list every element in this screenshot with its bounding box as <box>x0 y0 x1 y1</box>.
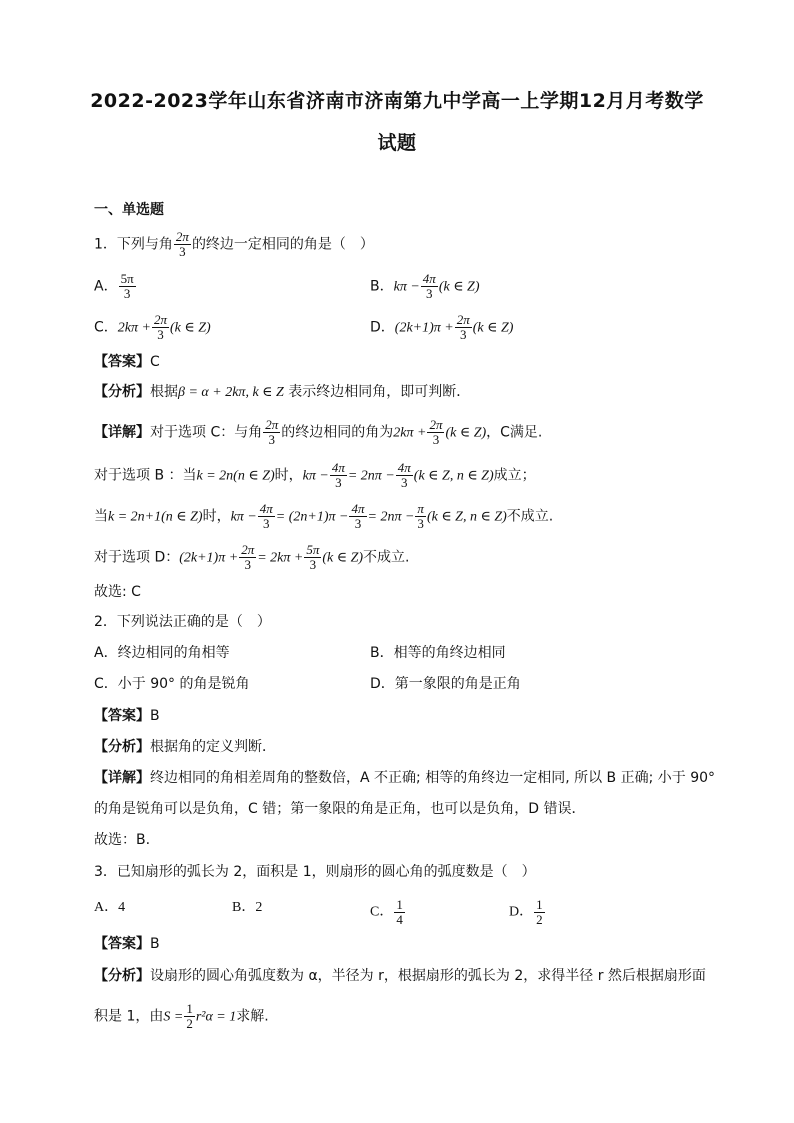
q3-analysis-line2 <box>94 1002 269 1031</box>
math: (k ∈ Z) <box>472 320 514 336</box>
page-title: 2022-2023学年山东省济南市济南第九中学高一上学期12月月考数学 <box>90 90 704 112</box>
fraction <box>349 502 366 531</box>
q1-detail-line1 <box>94 418 542 447</box>
fraction <box>455 313 472 342</box>
q2-option-d: D．第一象限的角是正角 <box>370 676 521 692</box>
fraction <box>184 1002 195 1031</box>
math: kπ − <box>302 468 329 484</box>
numerator: 1 <box>536 897 543 912</box>
fraction <box>427 418 444 447</box>
denominator: 3 <box>268 432 275 447</box>
option-label: B． <box>370 278 394 295</box>
math: (k ∈ Z) <box>438 279 480 295</box>
option-label: A． <box>94 278 118 295</box>
q2-answer <box>94 706 160 726</box>
q3-option-a: A．4 <box>94 900 126 915</box>
numerator: 1 <box>186 1001 193 1016</box>
fraction <box>396 461 413 490</box>
numerator: 5π <box>120 271 134 286</box>
math: (2k+1)π + <box>179 550 239 566</box>
numerator: 2π <box>265 417 279 432</box>
numerator: π <box>417 501 424 516</box>
text: 设扇形的圆心角弧度数为 α，半径为 r，根据扇形的弧长为 2，求得半径 r 然后根据扇形面 <box>150 968 706 984</box>
q1-option-d <box>370 313 513 342</box>
numerator: 2π <box>429 417 443 432</box>
q1-option-a <box>94 272 137 301</box>
q3-option-d <box>509 898 546 927</box>
q2-option-c: C．小于 90° 的角是锐角 <box>94 676 250 692</box>
fraction <box>258 502 275 531</box>
text: ，C满足. <box>486 424 543 441</box>
analysis-tag: 【分析】 <box>94 384 150 400</box>
numerator: 4π <box>422 271 436 286</box>
q2-analysis <box>94 737 276 757</box>
q1-answer <box>94 352 160 372</box>
denominator: 3 <box>459 327 467 342</box>
text: 根据角的定义判断． <box>150 739 276 755</box>
math: = 2nπ − <box>347 468 395 484</box>
q3-option-c <box>370 898 406 927</box>
answer-value: B <box>150 936 160 952</box>
answer-value: B <box>150 708 160 724</box>
q1-detail-line4 <box>94 543 409 572</box>
analysis-tag: 【分析】 <box>94 739 150 755</box>
numerator: 2π <box>241 542 255 557</box>
denominator: 3 <box>335 475 342 490</box>
denominator: 2 <box>536 912 543 927</box>
math: kπ − <box>230 509 257 525</box>
math: = (2n+1)π − <box>275 509 349 525</box>
math: (k ∈ Z) <box>322 550 364 566</box>
option-label: D． <box>509 904 534 920</box>
math: (k ∈ Z, n ∈ Z) <box>426 509 507 525</box>
q2-option-a: A．终边相同的角相等 <box>94 645 230 661</box>
numerator: 2π <box>153 312 167 327</box>
math: kπ − <box>393 279 420 295</box>
text: 对于选项 D： <box>94 549 180 566</box>
text: 当 <box>94 508 108 525</box>
numerator: 4π <box>397 460 411 475</box>
denominator: 3 <box>432 432 440 447</box>
page-title-line2: 试题 <box>377 132 417 154</box>
denominator: 3 <box>417 516 424 531</box>
math: (2k+1)π + <box>394 320 454 336</box>
numerator: 2π <box>456 312 470 327</box>
fraction <box>119 272 136 301</box>
text: 对于选项 B ：当 <box>94 467 197 484</box>
denominator: 3 <box>309 557 317 572</box>
q3-option-b: B．2 <box>232 900 263 915</box>
text: 成立； <box>493 467 536 484</box>
q1-choose: 故选: C <box>94 584 141 600</box>
text: 表示终边相同角，即可判断． <box>283 384 471 400</box>
math: S = <box>163 1009 184 1025</box>
fraction <box>534 898 545 927</box>
stem-text: 的终边一定相同的角是（ ） <box>191 236 374 253</box>
math: 2kπ + <box>117 320 151 336</box>
q1-detail-line3 <box>94 502 553 531</box>
denominator: 4 <box>396 912 403 927</box>
text: 根据 <box>150 384 178 400</box>
answer-value: C <box>150 354 160 370</box>
text: 求解. <box>236 1008 269 1025</box>
math: (k ∈ Z) <box>169 320 211 336</box>
fraction <box>415 502 426 531</box>
text: 对于选项 C：与角 <box>150 424 263 441</box>
option-label: D． <box>370 319 395 336</box>
math: (k ∈ Z, n ∈ Z) <box>413 468 494 484</box>
detail-tag: 【详解】 <box>94 770 150 786</box>
q2-detail-line2: 的角是锐角可以是负角，C 错；第一象限的角是正角，也可以是负角，D 错误． <box>94 801 586 817</box>
fraction <box>394 898 405 927</box>
math: k = 2n(n ∈ Z) <box>196 468 275 484</box>
q2-detail-line1 <box>94 768 715 788</box>
fraction <box>304 543 321 572</box>
denominator: 3 <box>354 516 362 531</box>
denominator: 3 <box>157 327 164 342</box>
denominator: 3 <box>426 286 433 301</box>
analysis-tag: 【分析】 <box>94 968 150 984</box>
numerator: 5π <box>306 542 320 557</box>
fraction <box>174 230 191 259</box>
fraction <box>421 272 438 301</box>
text: 积是 1，由 <box>94 1008 164 1025</box>
denominator: 3 <box>123 286 131 301</box>
text: 终边相同的角相差周角的整数倍，A 不正确; 相等的角终边一定相同, 所以 B 正确; 小于 90° <box>150 770 716 786</box>
answer-tag: 【答案】 <box>94 936 150 952</box>
question-2-stem: 2．下列说法正确的是（ ） <box>94 614 271 630</box>
math: (k ∈ Z) <box>445 425 487 441</box>
option-label: C． <box>94 319 118 336</box>
text: 时， <box>274 467 303 484</box>
numerator: 2π <box>175 229 189 244</box>
answer-tag: 【答案】 <box>94 708 150 724</box>
numerator: 4π <box>259 501 273 516</box>
denominator: 3 <box>244 557 251 572</box>
section-heading: 一、单选题 <box>94 202 164 218</box>
fraction <box>152 313 169 342</box>
math: k = 2n+1(n ∈ Z) <box>108 509 203 525</box>
stem-text: 1．下列与角 <box>94 236 173 253</box>
fraction <box>330 461 347 490</box>
detail-tag: 【详解】 <box>94 424 150 441</box>
text: 时， <box>202 508 231 525</box>
math: 2kπ + <box>393 425 427 441</box>
question-1-stem <box>94 230 374 259</box>
fraction <box>263 418 280 447</box>
numerator: 4π <box>351 501 365 516</box>
math: = 2nπ − <box>367 509 415 525</box>
denominator: 2 <box>186 1016 193 1031</box>
q3-analysis-line1 <box>94 966 706 986</box>
q1-analysis <box>94 382 470 403</box>
numerator: 1 <box>396 897 403 912</box>
fraction <box>239 543 256 572</box>
math: β = α + 2kπ, k ∈ Z <box>178 385 284 400</box>
q3-answer <box>94 934 160 954</box>
question-3-stem: 3．已知扇形的弧长为 2，面积是 1，则扇形的圆心角的弧度数是（ ） <box>94 864 536 880</box>
answer-tag: 【答案】 <box>94 354 150 370</box>
text: 的终边相同的角为 <box>281 424 394 441</box>
denominator: 3 <box>179 244 186 259</box>
math: = 2kπ + <box>257 550 304 566</box>
denominator: 3 <box>401 475 408 490</box>
math: r²α = 1 <box>195 1009 237 1025</box>
numerator: 4π <box>331 460 345 475</box>
option-label: C． <box>370 904 394 920</box>
q2-choose: 故选：B. <box>94 832 151 848</box>
text: 不成立. <box>506 508 554 525</box>
q2-option-b: B．相等的角终边相同 <box>370 645 506 661</box>
q1-option-b <box>370 272 480 301</box>
q1-detail-line2 <box>94 461 536 490</box>
text: 不成立. <box>363 549 410 566</box>
q1-option-c <box>94 313 211 342</box>
denominator: 3 <box>263 516 270 531</box>
